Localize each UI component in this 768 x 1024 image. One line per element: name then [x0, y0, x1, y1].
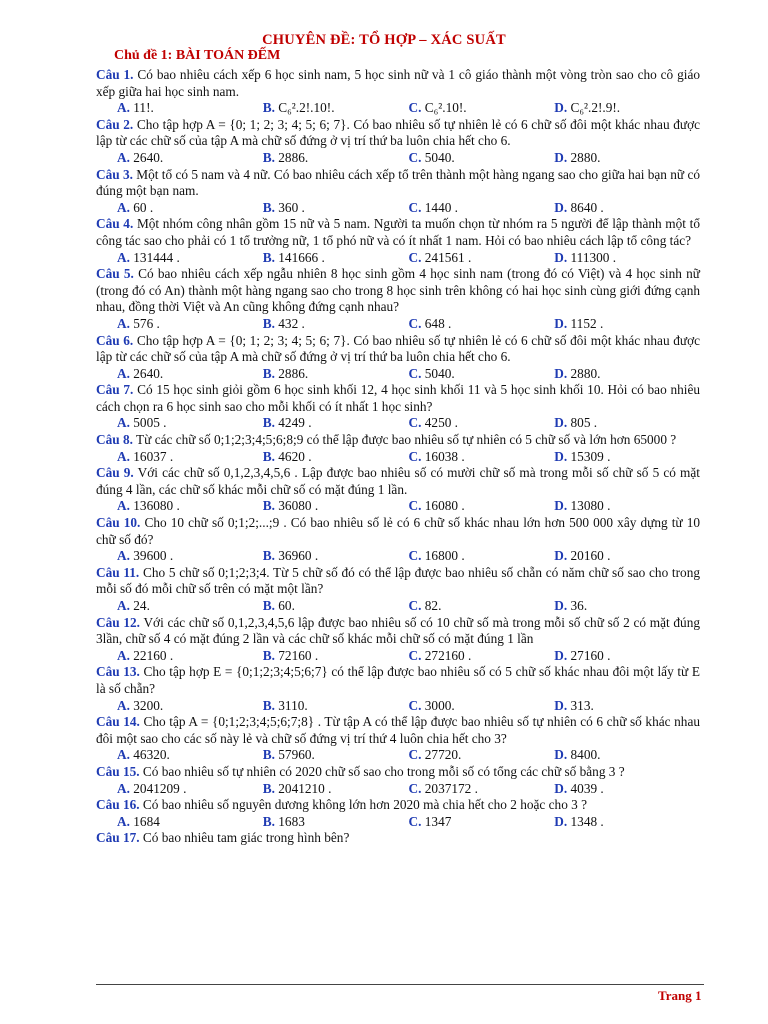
answer-option: [409, 698, 555, 715]
answer-option: [554, 747, 700, 764]
option-letter: B.: [262, 598, 275, 613]
option-letter: C.: [408, 647, 422, 663]
option-value: 2880.: [570, 149, 601, 165]
answer-option: [263, 781, 409, 798]
answer-option: [117, 814, 263, 831]
option-value: 36080 .: [278, 498, 319, 514]
option-letter: D.: [554, 747, 568, 763]
question-number: Câu 13.: [96, 664, 140, 680]
question-number: Câu 14.: [96, 714, 140, 730]
option-value: 805 .: [570, 415, 598, 431]
option-value: 27160 .: [570, 647, 611, 663]
answer-options: [96, 415, 700, 432]
option-letter: D.: [554, 315, 568, 331]
answer-option: [409, 250, 555, 267]
option-letter: B.: [262, 315, 275, 331]
option-letter: C.: [408, 780, 422, 796]
option-value: 1683: [278, 813, 305, 829]
question-item: [96, 216, 700, 266]
option-letter: B.: [262, 199, 275, 215]
option-letter: C.: [408, 415, 422, 431]
answer-option: [117, 498, 263, 515]
answer-options: [96, 548, 700, 565]
option-letter: D.: [554, 498, 568, 514]
option-value: 16800 .: [424, 548, 465, 564]
question-stem: [96, 266, 700, 316]
option-value: 5005 .: [133, 415, 167, 431]
answer-option: [263, 498, 409, 515]
option-value: 1684: [133, 813, 160, 829]
question-item: [96, 117, 700, 167]
option-letter: A.: [117, 415, 130, 431]
answer-option: [409, 316, 555, 333]
answer-option: [554, 598, 700, 615]
answer-option: [117, 415, 263, 432]
topic-heading: Chủ đề 1: BÀI TOÁN ĐẾM: [114, 48, 281, 63]
answer-option: [554, 814, 700, 831]
answer-option: [554, 150, 700, 167]
answer-option: [263, 415, 409, 432]
answer-option: [409, 100, 555, 117]
option-value: 4039 .: [570, 780, 604, 796]
option-value: 576 .: [133, 315, 160, 331]
question-item: [96, 797, 700, 830]
answer-option: [263, 698, 409, 715]
option-value: 60.: [278, 598, 295, 613]
option-value: 136080 .: [133, 498, 180, 514]
answer-option: [554, 250, 700, 267]
option-value: 432 .: [278, 315, 305, 331]
question-text: Có bao nhiêu số tự nhiên có 2020 chữ số sao cho trong mỗi số có tổng các chữ số bằng 3 ?: [142, 763, 625, 779]
option-value: 1348 .: [570, 813, 604, 829]
option-value: 1440 .: [424, 199, 459, 215]
option-letter: C.: [408, 448, 422, 464]
answer-options: [96, 316, 700, 333]
option-letter: C.: [408, 548, 422, 564]
question-stem: [96, 714, 700, 747]
answer-option: [117, 747, 263, 764]
option-letter: A.: [117, 697, 130, 713]
option-letter: D.: [554, 199, 568, 215]
question-stem: [96, 565, 700, 598]
option-value: 4250 .: [424, 415, 459, 431]
option-letter: A.: [117, 548, 130, 564]
answer-options: [96, 449, 700, 466]
option-value: C₆².2!.9!.: [570, 100, 621, 116]
option-letter: C.: [408, 813, 422, 829]
answer-option: [554, 100, 700, 117]
option-letter: B.: [262, 813, 275, 829]
option-value: 20160 .: [570, 548, 611, 564]
answer-option: [554, 366, 700, 383]
question-item: [96, 515, 700, 565]
answer-option: [409, 150, 555, 167]
option-letter: A.: [117, 199, 130, 215]
option-letter: B.: [262, 780, 275, 796]
option-value: 16080 .: [424, 498, 465, 514]
answer-option: [263, 814, 409, 831]
answer-option: [554, 415, 700, 432]
answer-option: [263, 100, 409, 117]
option-letter: A.: [117, 747, 130, 763]
option-value: 13080 .: [570, 498, 611, 514]
question-number: Câu 9.: [96, 465, 134, 481]
answer-option: [554, 200, 700, 217]
question-stem: [96, 382, 700, 415]
question-stem: [96, 764, 700, 781]
question-text: Có bao nhiêu cách xếp 6 học sinh nam, 5 học sinh nữ và 1 cô giáo thành một vòng tròn sao cho cô giáo xếp giữa hai học sinh nam.: [96, 67, 700, 99]
option-value: 3110.: [278, 697, 308, 713]
question-stem: [96, 465, 700, 498]
option-value: 111300 .: [570, 249, 617, 265]
option-letter: D.: [554, 415, 568, 431]
question-text: Có 15 học sinh giỏi gồm 6 học sinh khối 12, 4 học sinh khối 11 và 5 học sinh khối 10. Hỏi có bao nhiêu cách chọn ra 6 học sinh sao cho mỗi khối có ít nhất 1 học sinh?: [96, 382, 700, 414]
answer-option: [117, 648, 263, 665]
option-value: 131444 .: [133, 249, 180, 265]
answer-option: [117, 548, 263, 565]
answer-option: [409, 814, 555, 831]
option-letter: D.: [554, 100, 568, 116]
option-value: 36960 .: [278, 548, 319, 564]
answer-options: [96, 150, 700, 167]
option-letter: B.: [262, 365, 275, 381]
question-stem: [96, 216, 700, 249]
answer-option: [409, 200, 555, 217]
option-letter: A.: [117, 249, 130, 265]
answer-option: [117, 250, 263, 267]
answer-option: [409, 415, 555, 432]
option-letter: C.: [408, 747, 422, 763]
question-text: Với các chữ số 0,1,2,3,4,5,6 lập được bao nhiêu số có 10 chữ số mà trong mỗi số chữ số 2 có mặt đúng 3lần, chữ số 4 có mặt đúng 2 lần và các chữ số khác mỗi chữ số có mặt đúng 1 lần: [96, 614, 700, 647]
question-item: [96, 664, 700, 714]
option-value: 5040.: [424, 365, 455, 381]
option-letter: C.: [408, 365, 422, 381]
answer-options: [96, 200, 700, 217]
answer-option: [554, 498, 700, 515]
answer-option: [263, 598, 409, 615]
option-value: 39600 .: [133, 548, 174, 564]
option-letter: A.: [117, 598, 130, 613]
question-text: Có bao nhiêu cách xếp ngẫu nhiên 8 học sinh gồm 4 học sinh nam (trong đó có Việt) và 4 học sinh nữ (trong đó có An) thành một hàng ngang sao cho trong 8 học sinh trên không có hai học sinh cùng giới đứng cạnh nhau, đồng thời Việt và An cũng không đứng cạnh nhau?: [96, 266, 700, 315]
question-text: Cho 5 chữ số 0;1;2;3;4. Từ 5 chữ số đó có thể lập được bao nhiêu số chẵn có năm chữ số sao cho trong mỗi số đó mỗi chữ số trên có mặt một lần?: [96, 564, 700, 597]
answer-option: [409, 747, 555, 764]
question-item: [96, 714, 700, 764]
question-item: [96, 565, 700, 615]
option-letter: A.: [117, 149, 130, 165]
answer-option: [263, 250, 409, 267]
question-stem: [96, 432, 700, 449]
answer-option: [117, 316, 263, 333]
answer-option: [117, 698, 263, 715]
question-number: Câu 1.: [96, 67, 134, 82]
option-letter: B.: [262, 697, 275, 713]
answer-option: [409, 498, 555, 515]
option-value: 3200.: [133, 697, 164, 713]
answer-option: [117, 150, 263, 167]
answer-options: [96, 498, 700, 515]
option-value: 241561 .: [424, 249, 472, 265]
question-stem: [96, 797, 700, 814]
option-letter: B.: [262, 100, 275, 116]
option-value: 60 .: [133, 199, 154, 215]
option-letter: C.: [408, 315, 422, 331]
answer-option: [409, 598, 555, 615]
question-text: Một tổ có 5 nam và 4 nữ. Có bao nhiêu cách xếp tổ trên thành một hàng ngang sao cho giữa hai bạn nữ có đúng một bạn nam.: [96, 166, 700, 199]
question-number: Câu 10.: [96, 515, 141, 531]
question-number: Câu 6.: [96, 332, 134, 348]
option-letter: A.: [117, 647, 130, 663]
answer-options: [96, 598, 700, 615]
question-stem: [96, 333, 700, 366]
answer-option: [263, 548, 409, 565]
option-value: 2640.: [133, 365, 164, 381]
question-text: Cho tập hợp A = {0; 1; 2; 3; 4; 5; 6; 7}. Có bao nhiêu số tự nhiên lẻ có 6 chữ số đôi một khác nhau được lập từ các chữ số của tập A mà chữ số đứng ở vị trí thứ ba luôn chia hết cho 6.: [96, 332, 700, 365]
option-value: 360 .: [278, 199, 305, 215]
option-letter: C.: [408, 697, 422, 713]
question-item: [96, 615, 700, 665]
option-value: 72160 .: [278, 647, 319, 663]
option-letter: C.: [408, 199, 422, 215]
answer-option: [554, 316, 700, 333]
question-item: [96, 432, 700, 465]
question-stem: [96, 830, 700, 847]
question-number: Câu 4.: [96, 216, 134, 232]
option-letter: B.: [262, 647, 275, 663]
question-item: [96, 333, 700, 383]
option-letter: B.: [262, 498, 275, 514]
question-stem: [96, 67, 700, 100]
option-value: 5040.: [424, 149, 455, 165]
option-letter: D.: [554, 697, 568, 713]
question-stem: [96, 664, 700, 697]
option-letter: A.: [117, 780, 130, 796]
answer-option: [554, 781, 700, 798]
option-letter: C.: [408, 149, 422, 165]
question-stem: [96, 615, 700, 648]
question-stem: [96, 167, 700, 200]
answer-options: [96, 250, 700, 267]
option-value: C₆².2!.10!.: [278, 100, 335, 116]
answer-option: [554, 648, 700, 665]
question-text: Có bao nhiêu số nguyên dương không lớn hơn 2020 mà chia hết cho 2 hoặc cho 3 ?: [142, 797, 588, 813]
question-number: Câu 11.: [96, 564, 140, 580]
answer-options: [96, 781, 700, 798]
question-text: Một nhóm công nhân gồm 15 nữ và 5 nam. Người ta muốn chọn từ nhóm ra 5 người để lập thành một tổ công tác sao cho phải có 1 tổ trưởng nữ, 1 tổ phó nữ và có ít nhất 1 nam. Hỏi có bao nhiêu cách lập tổ công tác?: [96, 216, 700, 248]
answer-option: [554, 449, 700, 466]
option-value: 22160 .: [133, 647, 174, 663]
question-number: Câu 12.: [96, 614, 140, 630]
question-item: [96, 266, 700, 332]
answer-option: [409, 366, 555, 383]
option-value: 11!.: [133, 100, 154, 116]
option-value: 57960.: [278, 747, 315, 763]
option-value: 2041209 .: [133, 780, 187, 796]
option-letter: A.: [117, 315, 130, 331]
option-letter: A.: [117, 813, 130, 829]
option-letter: D.: [554, 598, 568, 613]
question-text: Cho tập hợp A = {0; 1; 2; 3; 4; 5; 6; 7}. Có bao nhiêu số tự nhiên lẻ có 6 chữ số đôi một khác nhau được lập từ các chữ số của tập A mà chữ số đứng ở vị trí thứ ba luôn chia hết cho 6.: [96, 116, 700, 149]
option-letter: D.: [554, 448, 568, 464]
option-letter: C.: [408, 249, 422, 265]
question-number: Câu 17.: [96, 830, 140, 846]
option-value: 4620 .: [278, 448, 312, 464]
answer-option: [409, 648, 555, 665]
question-list: [96, 67, 700, 847]
answer-options: [96, 698, 700, 715]
option-value: 3000.: [424, 697, 455, 713]
answer-option: [117, 781, 263, 798]
option-value: 24.: [133, 598, 150, 613]
answer-options: [96, 814, 700, 831]
option-letter: A.: [117, 100, 130, 116]
question-text: Cho tập hợp E = {0;1;2;3;4;5;6;7} có thể lập được bao nhiêu số có 5 chữ số khác nhau đôi một lấy từ E là số chẵn?: [96, 664, 700, 696]
option-value: 8400.: [570, 747, 601, 763]
question-number: Câu 15.: [96, 763, 140, 779]
question-number: Câu 3.: [96, 166, 133, 182]
option-letter: D.: [554, 365, 568, 381]
answer-option: [117, 100, 263, 117]
option-letter: D.: [554, 813, 568, 829]
answer-option: [409, 449, 555, 466]
footer-divider: [96, 984, 704, 985]
option-letter: D.: [554, 647, 568, 663]
question-number: Câu 16.: [96, 797, 140, 813]
option-letter: A.: [117, 448, 130, 464]
question-item: [96, 764, 700, 797]
option-letter: B.: [262, 448, 275, 464]
option-value: 648 .: [424, 315, 452, 331]
answer-option: [409, 781, 555, 798]
question-number: Câu 7.: [96, 382, 134, 398]
option-letter: C.: [408, 100, 422, 116]
option-value: 8640 .: [570, 199, 604, 215]
question-text: Cho tập A = {0;1;2;3;4;5;6;7;8} . Từ tập A có thể lập được bao nhiêu số tự nhiên có 6 chữ số khác nhau đôi một sao cho các số này lẻ và chữ số đứng vị trí thứ 4 luôn chia hết cho 3?: [96, 714, 700, 746]
answer-option: [117, 366, 263, 383]
answer-option: [554, 698, 700, 715]
answer-option: [263, 316, 409, 333]
option-value: 313.: [570, 697, 594, 713]
question-item: [96, 465, 700, 515]
option-value: 2886.: [278, 365, 309, 381]
option-value: 2640.: [133, 149, 164, 165]
option-value: 27720.: [424, 747, 462, 763]
option-letter: A.: [117, 498, 130, 514]
option-letter: B.: [262, 747, 275, 763]
option-value: 1152 .: [570, 315, 604, 331]
option-value: 4249 .: [278, 415, 312, 431]
question-text: Với các chữ số 0,1,2,3,4,5,6 . Lập được bao nhiêu số có mười chữ số mà trong mỗi số chữ số 5 có mặt đúng 4 lần, các chữ số khác mỗi chữ số có mặt đúng 1 lần.: [96, 465, 700, 497]
page-title: CHUYÊN ĐỀ: TỔ HỢP – XÁC SUẤT: [262, 32, 506, 48]
question-stem: [96, 515, 700, 548]
answer-option: [117, 449, 263, 466]
option-value: 15309 .: [570, 448, 611, 464]
page-number: Trang 1: [658, 988, 702, 1003]
answer-option: [263, 648, 409, 665]
answer-option: [117, 200, 263, 217]
option-letter: B.: [262, 548, 275, 564]
option-value: C₆².10!.: [424, 100, 467, 116]
question-number: Câu 5.: [96, 266, 134, 282]
option-value: 82.: [424, 598, 442, 613]
option-value: 2037172 .: [424, 780, 478, 796]
answer-option: [263, 150, 409, 167]
answer-option: [263, 747, 409, 764]
option-value: 46320.: [133, 747, 170, 763]
option-value: 272160 .: [424, 647, 472, 663]
question-text: Từ các chữ số 0;1;2;3;4;5;6;8;9 có thể lập được bao nhiêu số tự nhiên có 5 chữ số và lớn hơn 65000 ?: [136, 432, 677, 448]
answer-option: [263, 200, 409, 217]
option-letter: D.: [554, 548, 568, 564]
option-value: 1347: [424, 813, 452, 829]
option-value: 141666 .: [278, 249, 325, 265]
answer-options: [96, 648, 700, 665]
option-letter: B.: [262, 149, 275, 165]
question-number: Câu 8.: [96, 432, 133, 448]
option-value: 36.: [570, 598, 588, 613]
option-letter: B.: [262, 415, 275, 431]
answer-option: [117, 598, 263, 615]
question-stem: [96, 117, 700, 150]
option-letter: B.: [262, 249, 275, 265]
option-letter: D.: [554, 149, 568, 165]
question-number: Câu 2.: [96, 116, 134, 132]
answer-option: [263, 366, 409, 383]
option-letter: C.: [408, 498, 422, 514]
question-item: [96, 830, 700, 847]
question-text: Có bao nhiêu tam giác trong hình bên?: [142, 830, 350, 846]
option-value: 2886.: [278, 149, 309, 165]
option-value: 16038 .: [424, 448, 465, 464]
option-letter: A.: [117, 365, 130, 381]
option-value: 2880.: [570, 365, 601, 381]
answer-options: [96, 366, 700, 383]
question-item: [96, 67, 700, 117]
answer-option: [554, 548, 700, 565]
option-letter: D.: [554, 780, 568, 796]
answer-option: [409, 548, 555, 565]
option-letter: D.: [554, 249, 568, 265]
answer-options: [96, 747, 700, 764]
question-item: [96, 382, 700, 432]
option-value: 2041210 .: [278, 780, 332, 796]
option-letter: C.: [408, 598, 422, 613]
option-value: 16037 .: [133, 448, 174, 464]
answer-option: [263, 449, 409, 466]
answer-options: [96, 100, 700, 117]
question-item: [96, 167, 700, 217]
question-text: Cho 10 chữ số 0;1;2;...;9 . Có bao nhiêu số lẻ có 6 chữ số khác nhau lớn hơn 500 000 xây dựng từ 10 chữ số đó?: [96, 515, 701, 547]
